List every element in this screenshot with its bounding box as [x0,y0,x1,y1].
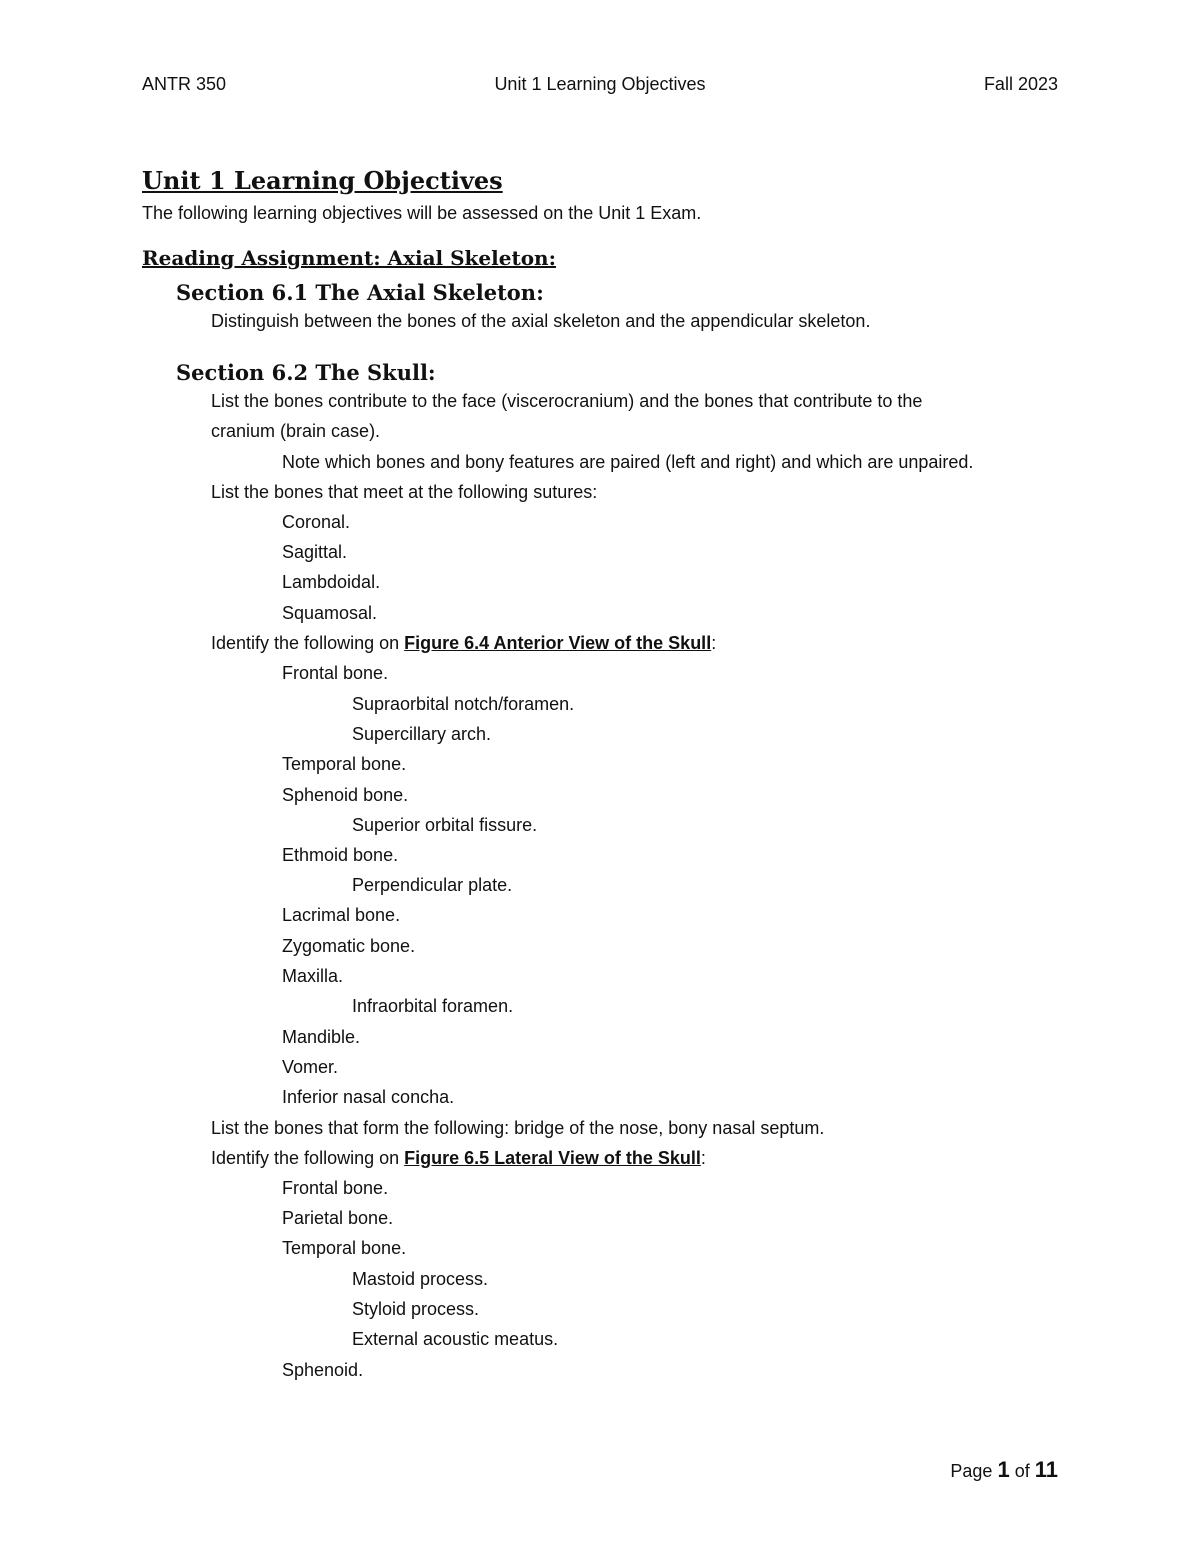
list-text: List the bones that meet at the following sutures: [211,482,598,502]
list-text: Coronal. [282,512,351,532]
header-title: Unit 1 Learning Objectives [494,74,706,94]
page-word: Page [950,1461,993,1481]
of-word: of [1014,1461,1030,1481]
reading-heading: Reading Assignment: Axial Skeleton: [142,246,556,270]
list-text: Infraorbital foramen. [352,996,514,1016]
list-text: Supercillary arch. [352,724,492,744]
text-after: : [711,633,717,653]
list-text: List the bones contribute to the face (viscerocranium) and the bones that contribute to the [211,391,923,411]
list-text: Lacrimal bone. [282,905,401,925]
list-text: Parietal bone. [282,1208,394,1228]
list-text: Temporal bone. [282,754,407,774]
list-text: Sphenoid bone. [282,785,409,805]
list-text: Squamosal. [282,603,378,623]
list-text: Frontal bone. [282,663,389,683]
list-text: Sphenoid. [282,1360,364,1380]
list-text [211,633,716,654]
list-text: Mandible. [282,1027,361,1047]
section-6-2-heading: Section 6.2 The Skull: [176,360,436,385]
list-text: Lambdoidal. [282,572,381,592]
list-text: External acoustic meatus. [352,1329,559,1349]
text-after: : [700,1148,706,1168]
header-course: ANTR 350 [142,74,227,94]
page-title: Unit 1 Learning Objectives [142,166,503,195]
text-before: Identify the following on [211,1148,405,1168]
figure-link[interactable]: Figure 6.4 Anterior View of the Skull [404,633,712,653]
list-text: Note which bones and bony features are paired (left and right) and which are unpaired. [282,452,974,472]
header-term: Fall 2023 [983,74,1058,94]
page-number [950,1457,1058,1483]
list-text: Distinguish between the bones of the axial skeleton and the appendicular skeleton. [211,311,871,331]
list-text: Frontal bone. [282,1178,389,1198]
section-6-1-heading: Section 6.1 The Axial Skeleton: [176,280,544,305]
list-text: List the bones that form the following: bridge of the nose, bony nasal septum. [211,1118,825,1138]
list-text: cranium (brain case). [211,421,381,441]
intro-text: The following learning objectives will be assessed on the Unit 1 Exam. [142,203,702,223]
list-text: Inferior nasal concha. [282,1087,455,1107]
current-page: 1 [997,1457,1010,1482]
list-text: Sagittal. [282,542,348,562]
text-before: Identify the following on [211,633,405,653]
list-text: Vomer. [282,1057,339,1077]
list-text: Perpendicular plate. [352,875,513,895]
list-text: Temporal bone. [282,1238,407,1258]
figure-link[interactable]: Figure 6.5 Lateral View of the Skull [404,1148,701,1168]
list-text [211,1148,706,1169]
total-pages: 11 [1034,1457,1058,1482]
list-text: Ethmoid bone. [282,845,399,865]
list-text: Mastoid process. [352,1269,489,1289]
list-text: Styloid process. [352,1299,480,1319]
list-text: Maxilla. [282,966,344,986]
list-text: Zygomatic bone. [282,936,416,956]
list-text: Superior orbital fissure. [352,815,538,835]
list-text: Supraorbital notch/foramen. [352,694,575,714]
